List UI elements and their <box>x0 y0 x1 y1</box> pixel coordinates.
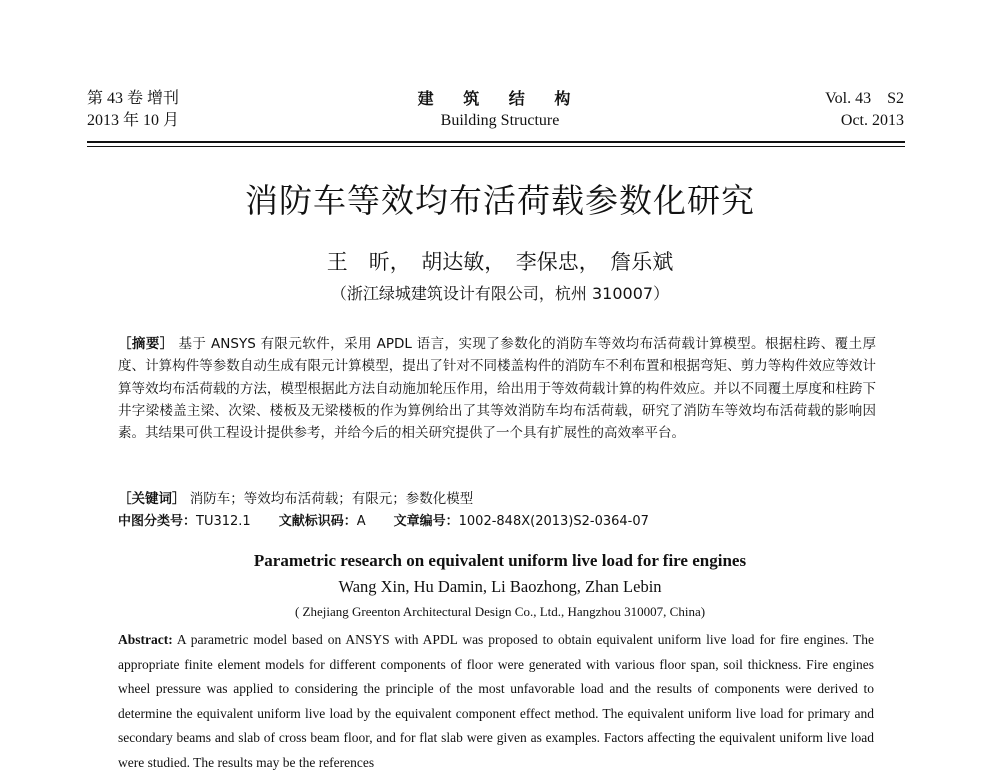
clc-value: TU312.1 <box>196 514 251 529</box>
classification-line <box>118 510 649 529</box>
abstract-en-label: Abstract: <box>118 632 173 647</box>
clc-label: 中图分类号： <box>118 514 197 529</box>
abstract-cn-text: 基于 ANSYS 有限元软件，采用 APDL 语言，实现了参数化的消防车等效均布活荷载计算模型。根据柱跨、覆土厚度、计算构件等参数自动生成有限元计算模型，提出了针对不同楼盖构件的消防车不利布置和根据弯矩、剪力等构件效应等效计算等效均布活荷载的方法，模型根据此方法自动施加轮压作用，给出用于等效荷载计算的构件效应。并以不同覆土厚度和柱跨下井字梁楼盖主梁、次梁、楼板及无梁楼板的作为算例给出了其等效消防车均布活荷载，研究了消防车等效均布活荷载的影响因素。其结果可供工程设计提供参考，并给今后的相关研究提供了一个具有扩展性的高效率平台。 <box>118 336 877 442</box>
journal-issue-info-en <box>825 88 904 132</box>
authors-cn: 王 昕， 胡达敏， 李保忠， 詹乐斌 <box>326 250 674 274</box>
volume-issue-cn: 第 43 卷 增刊 <box>87 90 180 107</box>
authors-en: Wang Xin, Hu Damin, Li Baozhong, Zhan Lebin <box>338 577 662 596</box>
abstract-en <box>118 628 874 775</box>
date-en: Oct. 2013 <box>840 112 904 129</box>
article-no-value: 1002-848X(2013)S2-0364-07 <box>458 514 649 529</box>
affiliation-en: ( Zhejiang Greenton Architectural Design Co., Ltd., Hangzhou 310007, China) <box>294 604 706 619</box>
doc-code-value: A <box>356 514 366 529</box>
keywords-cn <box>118 487 473 507</box>
keywords-label: ［关键词］ <box>118 491 186 507</box>
keywords-text: 消防车；等效均布活荷载；有限元；参数化模型 <box>185 491 474 507</box>
journal-name-en: Building Structure <box>440 112 560 129</box>
doc-code-label: 文献标识码： <box>278 514 357 529</box>
paper-title-cn: 消防车等效均布活荷载参数化研究 <box>245 181 755 220</box>
journal-name-cn: 建 筑 结 构 <box>417 89 583 108</box>
paper-title-en: Parametric research on equivalent uniform live load for fire engines <box>253 551 747 570</box>
header-rule-thick <box>87 141 905 143</box>
affiliation-cn: （浙江绿城建筑设计有限公司，杭州 310007） <box>330 284 670 303</box>
abstract-en-text: A parametric model based on ANSYS with APDL was proposed to obtain equivalent uniform live load for fire engines. The appropriate finite element models for different components of floor were generated with various floor span, soil thickness. Fire engines wheel pressure was applied to considering the principle of the most unfavorable load and the results of components were derived to determine the equivalent uniform live load by the equivalent component effect method. The equivalent uniform live load for primary and secondary beams and slab of cross beam floor, and for flat slab were given as examples. Factors affecting the equivalent uniform live load were studied. The results may be the references <box>118 632 874 770</box>
header-rule-thin <box>87 146 905 147</box>
abstract-cn-label: ［摘要］ <box>118 336 174 352</box>
volume-issue-en: Vol. 43 S2 <box>825 90 904 107</box>
abstract-cn <box>118 333 876 444</box>
article-no-label: 文章编号： <box>393 514 459 529</box>
date-cn: 2013 年 10 月 <box>87 112 180 129</box>
